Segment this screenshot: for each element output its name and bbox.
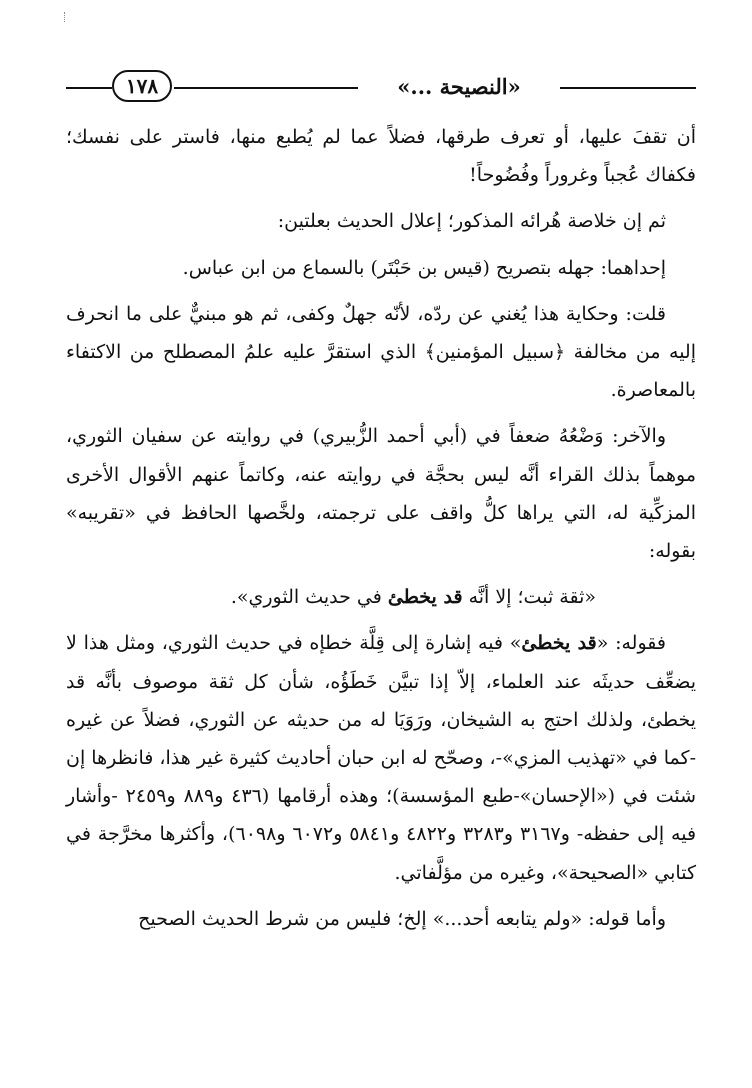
commentary-emphasis: قد يخطئ [521,632,597,655]
page-number: ١٧٨ [112,70,172,102]
quote-text-before: «ثقة ثبت؛ إلا أنَّه [462,586,596,609]
paragraph-final: وأما قوله: «ولم يتابعه أحد...» إلخ؛ فليس من شرط الحديث الصحيح [138,907,666,930]
paragraph-continuation: أن تقفَ عليها، أو تعرف طرقها، فضلاً عما لم يُطبع منها، فاستر على نفسك؛ فكفاك عُجباً وغروراً وفُضُوحاً! [66,126,696,187]
paragraph-commentary [66,624,696,891]
paragraph-first-defect: إحداهما: جهله بتصريح (قيس بن حَبْتَر) بالسماع من ابن عباس. [182,256,666,279]
header-rule-middle [174,87,358,89]
page-header [66,68,696,108]
commentary-rest: » فيه إشارة إلى قِلَّة خطإه في حديث الثوري، ومثل هذا لا يضعِّف حديثَه عند العلماء، إلاّ إذا تبيَّن خَطَؤُه، شأن كل ثقة موصوف بأنَّه قد يخطئ، ولذلك احتج به الشيخان، ورَوَيَا له من حديثه عن الثوري، فضلاً عن غيره -كما في «تهذيب المزي»-، وصحّح له ابن حبان أحاديث كثيرة غير هذا، فانظرها إن شئت في («الإحسان»-طبع المؤسسة)؛ وهذه أرقامها (٤٣٦ و٨٨٩ و٢٤٥٩ -وأشار فيه إلى حفظه- و٣١٦٧ و٣٢٨٣ و٤٨٢٢ و٥٨٤١ و٦٠٧٢ و٦٠٩٨)، وأكثرها مخرَّجة في كتابي «الصحيحة»، وغيره من مؤلَّفاتي. [66,632,697,884]
quote-text-after: في حديث الثوري». [230,586,388,609]
commentary-lead: فقوله: « [596,632,666,655]
paragraph-summary: ثم إن خلاصة هُرائه المذكور؛ إعلال الحديث بعلتين: [277,210,666,233]
quote-emphasis: قد يخطئ [387,586,463,609]
paragraph-reply: قلت: وحكاية هذا يُغني عن ردّه، لأنّه جهلٌ وكفى، ثم هو مبنيٌّ على ما انحرف إليه من مخالفة ﴿سبيل المؤمنين﴾ الذي استقرَّ عليه علمُ المصطلح من الاكتفاء بالمعاصرة. [66,302,696,402]
header-rule-left [66,87,112,89]
scan-mark [64,12,67,22]
paragraph-second-defect: والآخر: وَضْعُهُ ضعفاً في (أبي أحمد الزُّبيري) في روايته عن سفيان الثوري، موهماً بذلك القراء أنَّه ليس بحجَّة في روايته عنه، وكاتماً عنهم الأقوال الأخرى المزكِّية له، التي يراها كلُّ واقف على ترجمته، ولخَّصها الحافظ في «تقريبه» بقوله: [66,425,696,563]
block-quote [66,578,696,616]
header-rule-right [560,87,696,89]
running-title: «النصيحة ...» [397,74,521,99]
page-body [66,118,696,946]
